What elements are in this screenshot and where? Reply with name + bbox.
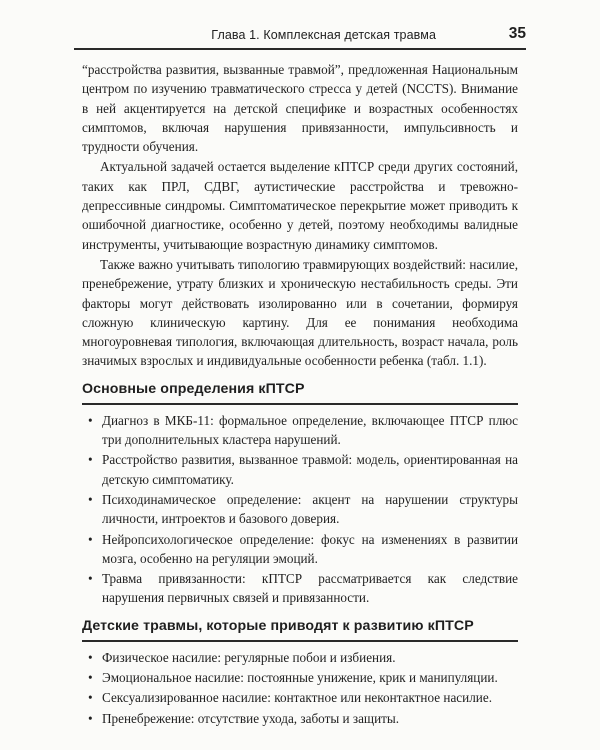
body-paragraph: “расстройства развития, вызванные травмой”, предложенная Национальным центром по изучению травматического стресса у детей (NCCTS). Внимание в ней акцентируется на детской специфике и возрастных особенностях симптомов, включая нарушения привязанности, импульсивность и трудности обучения. [82,62,518,155]
bullet-icon: • [88,491,93,507]
list-item [82,450,518,489]
list-item-text: Сексуализированное насилие: контактное или неконтактное насилие. [102,690,493,706]
section-definitions [82,379,518,608]
page-content [82,60,518,729]
bullet-list [82,648,518,728]
list-item [82,668,518,687]
list-item-text: Эмоциональное насилие: постоянные унижение, крик и манипуляции. [102,670,498,686]
body-paragraph: Также важно учитывать типологию травмирующих воздействий: насилие, пренебрежение, утрату близких и хроническую нестабильность среды. Эти факторы могут действовать изолированно или в сочетании, формируя сложную клиническую картину. Для ее понимания необходима многоуровневая типология, включающая длительность, возраст начала, роль значимых взрослых и индивидуальные особенности ребенка (табл. 1.1). [82,256,518,369]
section-heading: Основные определения кПТСР [82,379,518,405]
bullet-icon: • [88,571,93,587]
bullet-icon: • [88,710,93,726]
bullet-icon: • [88,670,93,686]
list-item [82,648,518,667]
list-item-text: Психодинамическое определение: акцент на нарушении структуры личности, интроектов и базового доверия. [102,491,518,527]
bullet-icon: • [88,649,93,665]
list-item [82,490,518,529]
bullet-icon: • [88,412,93,428]
list-item [82,688,518,707]
running-header [74,22,526,50]
list-item-text: Физическое насилие: регулярные побои и избиения. [102,649,396,665]
page-number: 35 [508,25,526,42]
bullet-icon: • [88,531,93,547]
bullet-list [82,411,518,608]
section-heading: Детские травмы, которые приводят к развитию кПТСР [82,616,518,642]
body-paragraph: Актуальной задачей остается выделение кПТСР среди других состояний, таких как ПРЛ, СДВГ, аутистические расстройства и тревожно-депрессивные синдромы. Симптоматическое перекрытие может приводить к ошибочной диагностике, особенно у детей, поэтому необходимы валидные инструменты, учитывающие возрастную динамику симптомов. [82,159,518,252]
list-item [82,709,518,728]
list-item-text: Травма привязанности: кПТСР рассматривается как следствие нарушения первичных связей и привязанности. [102,571,518,606]
section-childhood-traumas [82,616,518,728]
bullet-icon: • [88,452,93,468]
list-item [82,530,518,569]
list-item-text: Диагноз в МКБ-11: формальное определение, включающее ПТСР плюс три дополнительных кластера нарушений. [102,412,518,448]
chapter-title: Глава 1. Комплексная детская травма [211,28,436,42]
list-item [82,569,518,608]
list-item-text: Нейропсихологическое определение: фокус на изменениях в развитии мозга, особенно на регуляции эмоций. [102,531,518,566]
bullet-icon: • [88,690,93,706]
list-item-text: Расстройство развития, вызванное травмой: модель, ориентированная на детскую симптоматику. [102,452,518,487]
list-item [82,411,518,450]
list-item-text: Пренебрежение: отсутствие ухода, заботы и защиты. [102,710,400,726]
